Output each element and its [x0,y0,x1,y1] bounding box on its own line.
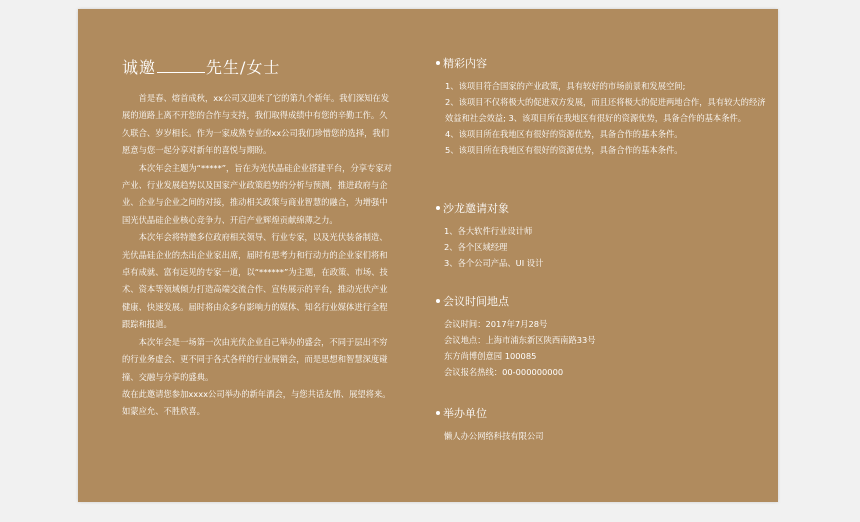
highlights-list [436,78,766,158]
invitation-page [78,9,778,502]
highlights-title: 精彩内容 [436,55,766,71]
paragraph-2: 本次年会主题为“*****”，旨在为光伏晶硅企业搭建平台，分享专家对产业、行业发展趋势以及国家产业政策趋势的分析与预测，推进政府与企业、企业与企业之间的对接，推动相关政策与商业智慧的融合，为增强中国光伏晶硅企业核心竞争力、开启产业辉煌贡献绵薄之力。 [122,162,392,225]
audience-title: 沙龙邀请对象 [436,200,766,216]
highlights-section [436,55,766,158]
list-item: 4、该项目所在我地区有很好的资源优势，具备合作的基本条件。 [445,129,683,140]
list-item: 1、各大软件行业设计师 [444,226,533,236]
paragraph-4: 本次年会是一场第一次由光伏企业自己举办的盛会，不同于层出不穷的行业务虚会、更不同于各式各样的行业展销会，而是思想和智慧深度碰撞、交融与分享的盛典。 [122,336,388,382]
closing-paragraph: 故在此邀请您参加xxxx公司举办的新年酒会，与您共话友情、展望将来。如蒙应允、不胜欣喜。 [122,388,391,417]
title-prefix: 诚邀 [122,58,157,77]
list-item: 5、该项目所在我地区有很好的资源优势，具备合作的基本条件。 [445,145,683,156]
list-item: 2、各个区域经理 [444,242,508,253]
audience-section [436,200,766,271]
list-item: 1、该项目符合国家的产业政策，具有较好的市场前景和发展空间; [445,81,686,91]
list-item: 懒人办公网络科技有限公司 [444,431,544,441]
paragraph-3: 本次年会将特邀多位政府相关领导、行业专家，以及光伏装备制造、光伏晶硅企业的杰出企业家出席，届时有思考力和行动力的企业家们将和卓有成就、富有远见的专家一道，以“******”为主题，在政策、市场、技术、资本等领域倾力打造高端交流合作、宣传展示的平台，推动光伏产业健康、快速发展。届时将由众多有影响力的媒体、知名行业媒体进行全程跟踪和报道。 [122,232,388,330]
bullet-dot-icon [436,299,440,303]
venue-list [436,316,766,380]
invitation-title [122,55,394,78]
organizer-title: 举办单位 [436,405,766,421]
bullet-dot-icon [436,61,440,65]
organizer-list [436,428,766,444]
name-blank-line [157,60,205,73]
list-item: 2、该项目不仅将极大的促进双方发展，而且还将极大的促进两地合作，具有较大的经济效益和社会效益; 3、该项目所在我地区有很好的资源优势，具备合作的基本条件。 [445,97,766,124]
venue-title: 会议时间地点 [436,293,766,309]
bullet-dot-icon [436,206,440,210]
invitation-letter [122,55,394,421]
list-item: 会议时间：2017年7月28号 [444,319,548,329]
venue-section [436,293,766,380]
list-item: 东方尚博创意园 100085 [444,351,537,362]
organizer-section [436,405,766,444]
list-item: 3、各个公司产品、UI 设计 [444,258,544,269]
audience-list [436,223,766,271]
list-item: 会议地点：上海市浦东新区陕西南路33号 [444,335,596,346]
bullet-dot-icon [436,411,440,415]
title-suffix: 先生/女士 [206,58,281,77]
list-item: 会议报名热线：00-000000000 [444,367,564,378]
paragraph-1: 首是春、熔首成秋，xx公司又迎来了它的第九个新年。我们深知在发展的道路上离不开您的合作与支持，我们取得成绩中有您的辛勤工作。久久联合、岁岁相长。作为一家成熟专业的xx公司我们珍惜您的选择，我们愿意与您一起分享对新年的喜悦与期盼。 [122,93,390,156]
